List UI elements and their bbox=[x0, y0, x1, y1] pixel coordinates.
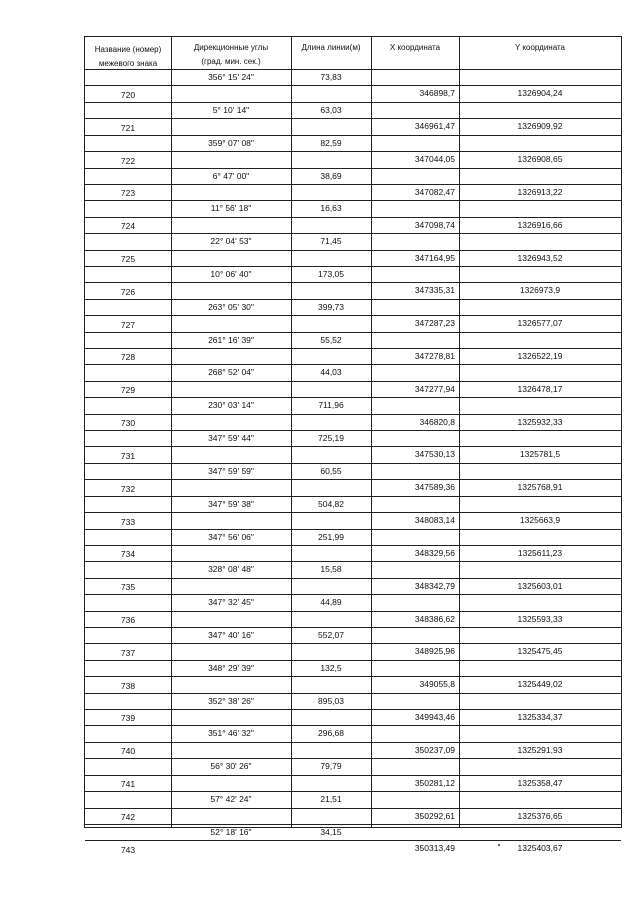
row-divider bbox=[171, 463, 371, 464]
row-divider bbox=[371, 200, 621, 201]
segment-angle: 328° 08' 48" bbox=[208, 564, 254, 575]
row-divider bbox=[171, 479, 459, 480]
row-divider bbox=[371, 824, 621, 825]
row-divider bbox=[85, 118, 171, 119]
row-divider bbox=[371, 102, 621, 103]
row-divider bbox=[171, 742, 459, 743]
row-divider bbox=[459, 217, 621, 218]
row-divider bbox=[459, 840, 621, 841]
segment-length: 63,03 bbox=[320, 104, 342, 115]
row-divider bbox=[85, 102, 171, 103]
row-divider bbox=[85, 824, 171, 825]
row-divider bbox=[85, 594, 171, 595]
row-divider bbox=[371, 135, 621, 136]
mark-name: 724 bbox=[120, 221, 136, 232]
row-divider bbox=[171, 561, 371, 562]
row-divider bbox=[85, 808, 171, 809]
segment-length: 15,58 bbox=[320, 564, 342, 575]
row-divider bbox=[459, 808, 621, 809]
row-divider bbox=[171, 184, 459, 185]
segment-angle: 348° 29' 39" bbox=[208, 662, 254, 673]
row-divider bbox=[171, 151, 459, 152]
x-coordinate: 350281,12 bbox=[414, 777, 455, 788]
row-divider bbox=[371, 364, 621, 365]
row-divider bbox=[85, 578, 171, 579]
row-divider bbox=[171, 808, 459, 809]
row-divider bbox=[171, 364, 371, 365]
row-divider bbox=[459, 611, 621, 612]
y-coordinate: 1325593,33 bbox=[517, 613, 563, 624]
x-coordinate: 346898,7 bbox=[419, 88, 455, 99]
segment-angle: 347° 40' 16" bbox=[208, 629, 254, 640]
mark-name: 732 bbox=[120, 483, 136, 494]
row-divider bbox=[171, 118, 459, 119]
y-coordinate: 1325781,5 bbox=[519, 449, 561, 460]
x-coordinate: 346961,47 bbox=[414, 121, 455, 132]
row-divider bbox=[85, 168, 171, 169]
mark-name: 721 bbox=[120, 122, 136, 133]
segment-angle: 359° 07' 08" bbox=[208, 137, 254, 148]
x-coordinate: 348329,56 bbox=[414, 547, 455, 558]
segment-angle: 230° 03' 14" bbox=[208, 400, 254, 411]
x-coordinate: 347287,23 bbox=[414, 318, 455, 329]
row-divider bbox=[459, 381, 621, 382]
row-divider bbox=[85, 364, 171, 365]
mark-name: 738 bbox=[120, 680, 136, 691]
row-divider bbox=[85, 840, 171, 841]
y-coordinate: 1326577,07 bbox=[517, 318, 563, 329]
row-divider bbox=[171, 643, 459, 644]
row-divider bbox=[371, 594, 621, 595]
row-divider bbox=[459, 250, 621, 251]
segment-angle: 347° 56' 06" bbox=[208, 531, 254, 542]
row-divider bbox=[85, 381, 171, 382]
row-divider bbox=[459, 184, 621, 185]
x-coordinate: 346820,8 bbox=[419, 416, 455, 427]
row-divider bbox=[85, 643, 171, 644]
row-divider bbox=[171, 611, 459, 612]
row-divider bbox=[85, 250, 171, 251]
segment-length: 895,03 bbox=[318, 695, 344, 706]
segment-angle: 10° 06' 40" bbox=[210, 268, 252, 279]
row-divider bbox=[85, 85, 171, 86]
segment-length: 34,15 bbox=[320, 826, 342, 837]
row-divider bbox=[171, 775, 459, 776]
row-divider bbox=[371, 529, 621, 530]
row-divider bbox=[459, 151, 621, 152]
segment-angle: 347° 32' 45" bbox=[208, 597, 254, 608]
row-divider bbox=[459, 479, 621, 480]
row-divider bbox=[171, 315, 459, 316]
segment-angle: 268° 52' 04" bbox=[208, 367, 254, 378]
header-line-length: Длина линии(м) bbox=[301, 43, 361, 52]
row-divider bbox=[85, 266, 171, 267]
y-coordinate: 1325449,02 bbox=[517, 679, 563, 690]
row-divider bbox=[85, 479, 171, 480]
x-coordinate: 349055,8 bbox=[419, 679, 455, 690]
row-divider bbox=[459, 414, 621, 415]
row-divider bbox=[85, 611, 171, 612]
segment-angle: 56° 30' 26" bbox=[210, 761, 252, 772]
x-coordinate: 347082,47 bbox=[414, 186, 455, 197]
x-coordinate: 347277,94 bbox=[414, 383, 455, 394]
segment-length: 82,59 bbox=[320, 137, 342, 148]
row-divider bbox=[171, 578, 459, 579]
mark-name: 729 bbox=[120, 385, 136, 396]
row-divider bbox=[171, 446, 459, 447]
row-divider bbox=[171, 299, 371, 300]
row-divider bbox=[171, 102, 371, 103]
header-direction-angle-line1: Дирекционные углы bbox=[193, 43, 269, 52]
row-divider bbox=[459, 118, 621, 119]
segment-length: 552,07 bbox=[318, 629, 344, 640]
x-coordinate: 347335,31 bbox=[414, 285, 455, 296]
row-divider bbox=[171, 200, 371, 201]
row-divider bbox=[459, 348, 621, 349]
row-divider bbox=[171, 545, 459, 546]
mark-name: 737 bbox=[120, 647, 136, 658]
row-divider bbox=[85, 233, 171, 234]
row-divider bbox=[85, 693, 171, 694]
y-coordinate: 1326904,24 bbox=[517, 88, 563, 99]
row-divider bbox=[171, 512, 459, 513]
segment-angle: 263° 05' 30" bbox=[208, 301, 254, 312]
segment-length: 71,45 bbox=[320, 236, 342, 247]
segment-length: 251,99 bbox=[318, 531, 344, 542]
segment-length: 504,82 bbox=[318, 498, 344, 509]
row-divider bbox=[171, 758, 371, 759]
row-divider bbox=[85, 627, 171, 628]
y-coordinate: 1326478,17 bbox=[517, 383, 563, 394]
segment-angle: 351° 46' 32" bbox=[208, 728, 254, 739]
mark-name: 734 bbox=[120, 549, 136, 560]
row-divider bbox=[459, 578, 621, 579]
row-divider bbox=[171, 168, 371, 169]
row-divider bbox=[371, 561, 621, 562]
segment-angle: 352° 38' 26" bbox=[208, 695, 254, 706]
y-coordinate: 1325475,45 bbox=[517, 646, 563, 657]
y-coordinate: 1325663,9 bbox=[519, 515, 561, 526]
segment-angle: 57° 42' 24" bbox=[210, 794, 252, 804]
row-divider bbox=[171, 725, 371, 726]
x-coordinate: 347530,13 bbox=[414, 449, 455, 460]
row-divider bbox=[171, 840, 459, 841]
segment-length: 21,51 bbox=[320, 794, 342, 804]
row-divider bbox=[85, 430, 171, 431]
mark-name: 742 bbox=[120, 811, 136, 822]
row-divider bbox=[371, 430, 621, 431]
row-divider bbox=[171, 397, 371, 398]
row-divider bbox=[85, 775, 171, 776]
x-coordinate: 350237,09 bbox=[414, 744, 455, 755]
row-divider bbox=[85, 348, 171, 349]
x-coordinate: 350292,61 bbox=[414, 810, 455, 821]
scan-speck bbox=[498, 844, 500, 846]
segment-angle: 11° 56' 18" bbox=[210, 203, 252, 214]
row-divider bbox=[371, 496, 621, 497]
header-divider bbox=[85, 69, 621, 70]
row-divider bbox=[371, 627, 621, 628]
segment-angle: 6° 47' 00" bbox=[212, 170, 250, 181]
mark-name: 740 bbox=[120, 746, 136, 757]
segment-length: 44,03 bbox=[320, 367, 342, 378]
row-divider bbox=[459, 709, 621, 710]
row-divider bbox=[171, 250, 459, 251]
row-divider bbox=[171, 414, 459, 415]
segment-angle: 5° 10' 14" bbox=[212, 104, 250, 115]
y-coordinate: 1325611,23 bbox=[517, 547, 563, 558]
y-coordinate: 1326916,66 bbox=[517, 219, 563, 230]
row-divider bbox=[85, 332, 171, 333]
row-divider bbox=[171, 85, 459, 86]
mark-name: 727 bbox=[120, 319, 136, 330]
segment-length: 399,73 bbox=[318, 301, 344, 312]
segment-length: 73,83 bbox=[320, 72, 342, 82]
mark-name: 733 bbox=[120, 516, 136, 527]
row-divider bbox=[171, 594, 371, 595]
y-coordinate: 1325768,91 bbox=[517, 482, 563, 493]
row-divider bbox=[85, 561, 171, 562]
mark-name: 739 bbox=[120, 713, 136, 724]
mark-name: 728 bbox=[120, 352, 136, 363]
row-divider bbox=[171, 529, 371, 530]
row-divider bbox=[171, 266, 371, 267]
row-divider bbox=[85, 709, 171, 710]
y-coordinate: 1325932,33 bbox=[517, 416, 563, 427]
y-coordinate: 1325334,37 bbox=[517, 712, 563, 722]
mark-name: 726 bbox=[120, 286, 136, 297]
row-divider bbox=[371, 397, 621, 398]
segment-length: 711,96 bbox=[318, 400, 344, 411]
x-coordinate: 347164,95 bbox=[414, 252, 455, 263]
row-divider bbox=[459, 775, 621, 776]
x-coordinate: 347278,81 bbox=[414, 351, 455, 361]
segment-length: 38,69 bbox=[320, 170, 342, 181]
row-divider bbox=[371, 233, 621, 234]
row-divider bbox=[85, 200, 171, 201]
segment-length: 296,68 bbox=[318, 728, 344, 739]
row-divider bbox=[171, 217, 459, 218]
row-divider bbox=[371, 758, 621, 759]
y-coordinate: 1326908,65 bbox=[517, 154, 563, 165]
x-coordinate: 347044,05 bbox=[414, 154, 455, 165]
mark-name: 735 bbox=[120, 582, 136, 593]
segment-angle: 261° 16' 39" bbox=[208, 334, 254, 345]
row-divider bbox=[85, 299, 171, 300]
mark-name: 741 bbox=[120, 779, 136, 789]
segment-length: 60,55 bbox=[320, 465, 342, 476]
x-coordinate: 348083,14 bbox=[414, 515, 455, 526]
y-coordinate: 1325291,93 bbox=[517, 744, 563, 755]
mark-name: 730 bbox=[120, 418, 136, 428]
y-coordinate: 1325358,47 bbox=[517, 777, 563, 788]
segment-angle: 347° 59' 44" bbox=[208, 433, 254, 443]
header-mark-name bbox=[85, 43, 171, 71]
segment-length: 55,52 bbox=[320, 334, 342, 345]
mark-name: 723 bbox=[120, 188, 136, 199]
segment-angle: 347° 59' 59" bbox=[208, 465, 254, 476]
row-divider bbox=[85, 463, 171, 464]
row-divider bbox=[171, 496, 371, 497]
row-divider bbox=[171, 660, 371, 661]
row-divider bbox=[459, 545, 621, 546]
x-coordinate: 348925,96 bbox=[414, 646, 455, 657]
row-divider bbox=[85, 660, 171, 661]
boundary-marks-table bbox=[84, 36, 622, 855]
row-divider bbox=[371, 299, 621, 300]
y-coordinate: 1326913,22 bbox=[517, 186, 563, 197]
row-divider bbox=[85, 742, 171, 743]
row-divider bbox=[459, 446, 621, 447]
row-divider bbox=[459, 85, 621, 86]
row-divider bbox=[371, 693, 621, 694]
row-divider bbox=[85, 676, 171, 677]
row-divider bbox=[85, 791, 171, 792]
row-divider bbox=[171, 791, 371, 792]
row-divider bbox=[85, 725, 171, 726]
row-divider bbox=[85, 184, 171, 185]
y-coordinate: 1325376,65 bbox=[517, 810, 563, 821]
x-coordinate: 347589,36 bbox=[414, 482, 455, 493]
row-divider bbox=[171, 676, 459, 677]
x-coordinate: 347098,74 bbox=[414, 219, 455, 230]
y-coordinate: 1326973,9 bbox=[519, 285, 561, 296]
row-divider bbox=[171, 693, 371, 694]
row-divider bbox=[459, 742, 621, 743]
row-divider bbox=[85, 758, 171, 759]
mark-name: 736 bbox=[120, 614, 136, 625]
row-divider bbox=[459, 282, 621, 283]
header-direction-angle bbox=[171, 41, 291, 69]
y-coordinate: 1325403,67 bbox=[517, 843, 563, 854]
segment-length: 173,05 bbox=[318, 268, 344, 279]
row-divider bbox=[85, 529, 171, 530]
mark-name: 743 bbox=[120, 844, 136, 855]
row-divider bbox=[85, 545, 171, 546]
header-x-coordinate: X координата bbox=[389, 43, 441, 52]
row-divider bbox=[459, 676, 621, 677]
row-divider bbox=[85, 397, 171, 398]
row-divider bbox=[371, 725, 621, 726]
segment-length: 725,19 bbox=[318, 433, 344, 443]
row-divider bbox=[171, 282, 459, 283]
row-divider bbox=[459, 643, 621, 644]
row-divider bbox=[459, 315, 621, 316]
row-divider bbox=[171, 824, 371, 825]
segment-length: 44,89 bbox=[320, 597, 342, 608]
mark-name: 725 bbox=[120, 253, 136, 264]
row-divider bbox=[85, 414, 171, 415]
row-divider bbox=[171, 381, 459, 382]
segment-length: 79,79 bbox=[320, 761, 342, 772]
x-coordinate: 350313,49 bbox=[414, 843, 455, 854]
row-divider bbox=[171, 430, 371, 431]
row-divider bbox=[85, 151, 171, 152]
row-divider bbox=[171, 709, 459, 710]
header-mark-name-line1: Название (номер) bbox=[94, 45, 162, 54]
x-coordinate: 348386,62 bbox=[414, 613, 455, 624]
row-divider bbox=[171, 627, 371, 628]
row-divider bbox=[371, 463, 621, 464]
row-divider bbox=[171, 332, 371, 333]
row-divider bbox=[85, 135, 171, 136]
segment-angle: 356° 15' 24" bbox=[208, 72, 254, 82]
mark-name: 731 bbox=[120, 450, 136, 461]
row-divider bbox=[371, 791, 621, 792]
header-y-coordinate: Y координата bbox=[514, 43, 566, 52]
header-mark-name-line2: межевого знака bbox=[98, 59, 158, 68]
row-divider bbox=[171, 135, 371, 136]
mark-name: 722 bbox=[120, 155, 136, 166]
y-coordinate: 1326943,52 bbox=[517, 252, 563, 263]
segment-length: 132,5 bbox=[320, 662, 342, 673]
row-divider bbox=[171, 233, 371, 234]
row-divider bbox=[171, 348, 459, 349]
row-divider bbox=[371, 266, 621, 267]
row-divider bbox=[85, 282, 171, 283]
row-divider bbox=[85, 446, 171, 447]
y-coordinate: 1325603,01 bbox=[517, 580, 563, 591]
segment-angle: 22° 04' 53" bbox=[210, 236, 252, 247]
segment-length: 16,63 bbox=[320, 203, 342, 214]
segment-angle: 52° 18' 16" bbox=[210, 826, 252, 837]
mark-name: 720 bbox=[120, 89, 136, 100]
segment-angle: 347° 59' 38" bbox=[208, 498, 254, 509]
row-divider bbox=[371, 168, 621, 169]
row-divider bbox=[459, 512, 621, 513]
row-divider bbox=[85, 496, 171, 497]
row-divider bbox=[371, 332, 621, 333]
row-divider bbox=[85, 315, 171, 316]
y-coordinate: 1326522,19 bbox=[517, 351, 563, 361]
row-divider bbox=[85, 512, 171, 513]
row-divider bbox=[85, 217, 171, 218]
x-coordinate: 349943,46 bbox=[414, 712, 455, 722]
y-coordinate: 1326909,92 bbox=[517, 121, 563, 132]
header-direction-angle-line2: (град. мин. сек.) bbox=[201, 57, 261, 66]
x-coordinate: 348342,79 bbox=[414, 580, 455, 591]
row-divider bbox=[371, 660, 621, 661]
